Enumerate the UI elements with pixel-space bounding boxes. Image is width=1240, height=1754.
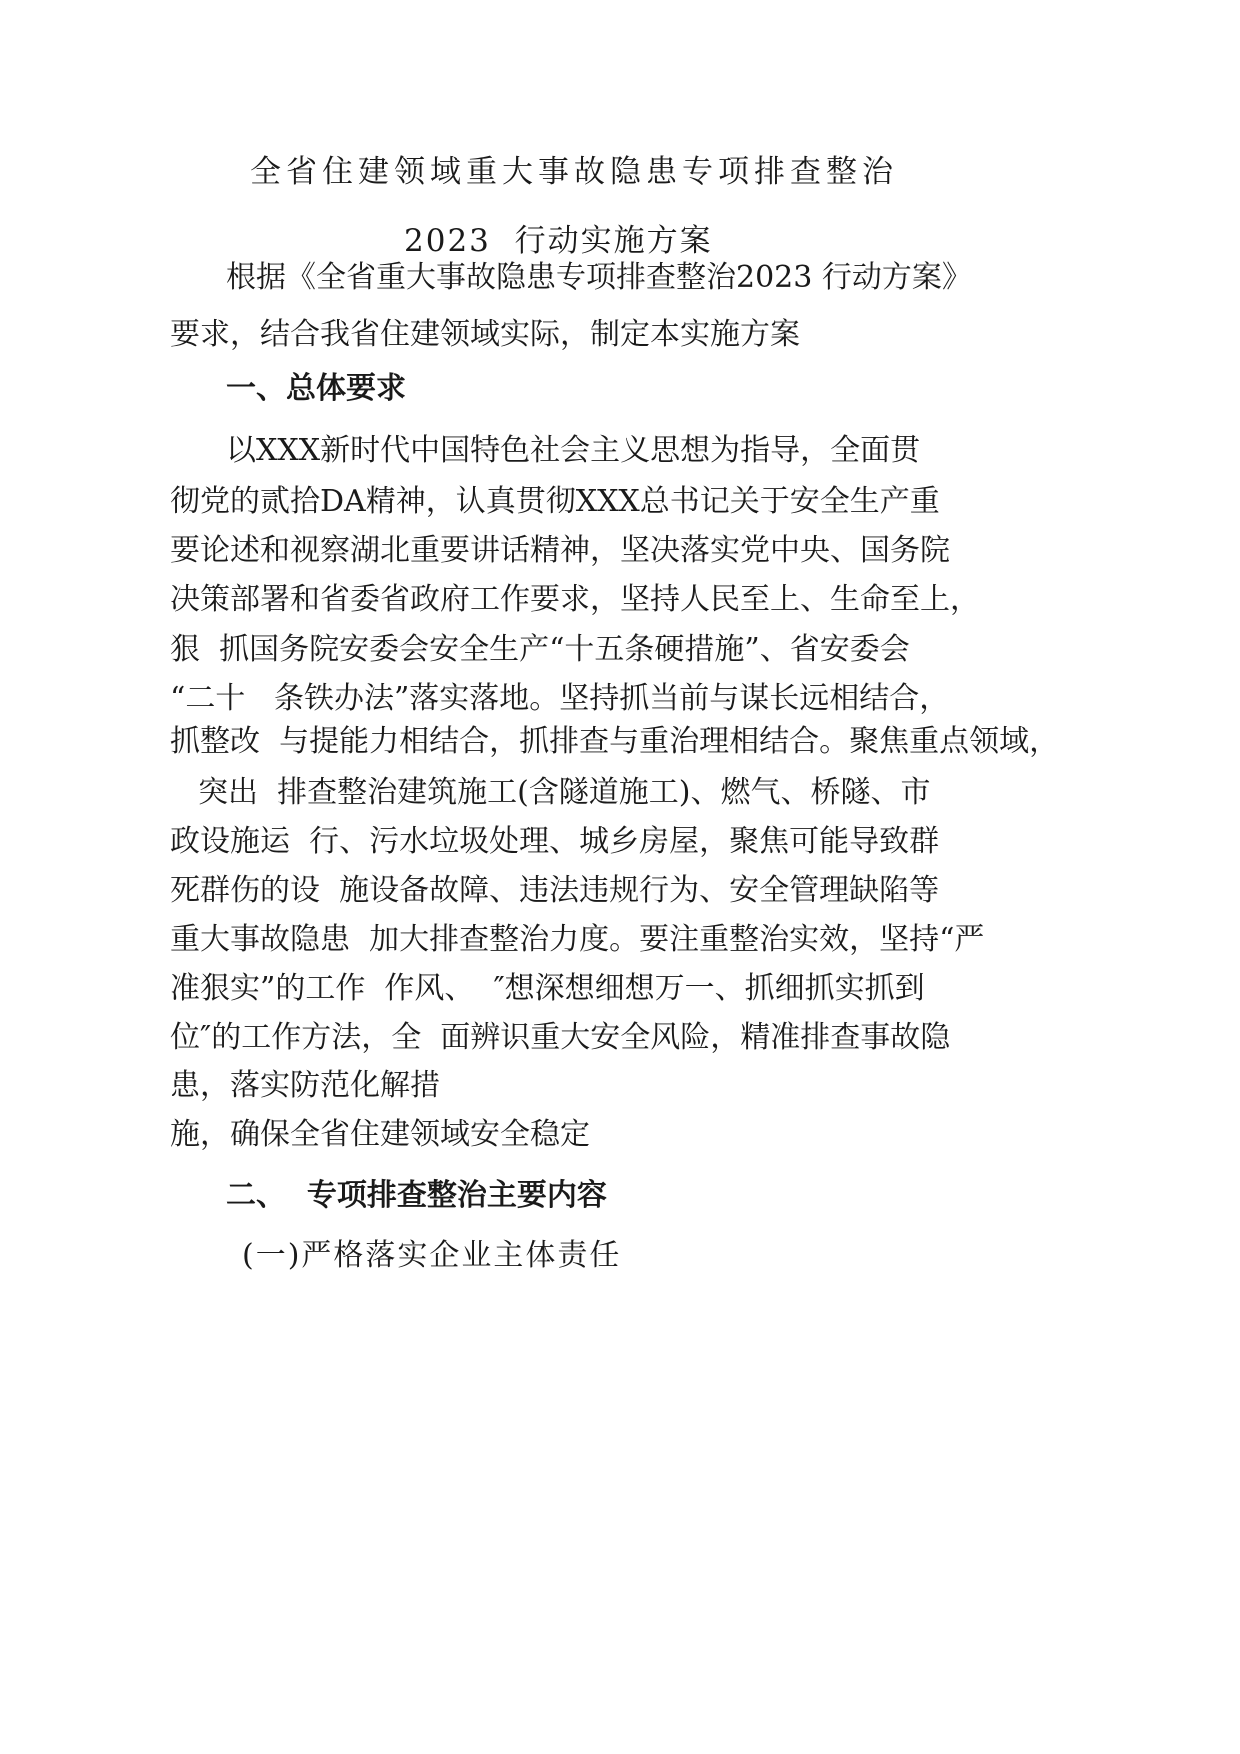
section-1-line: 位″的工作方法，全 面辨识重大安全风险，精准排查事故隐 (170, 1020, 951, 1055)
section-1-line: 重大事故隐患 加大排查整治力度。要注重整治实效，坚持“严 (170, 922, 985, 957)
section-1-line: 抓整改 与提能力相结合，抓排查与重治理相结合。聚焦重点领域， (170, 724, 1060, 759)
section-1-line: 决策部署和省委省政府工作要求，坚持人民至上、生命至上， (170, 582, 980, 617)
section-1-line: 突出 排查整治建筑施工(含隧道施工)、燃气、桥隧、市 (198, 775, 931, 810)
subsection-1-heading: (一)严格落实企业主体责任 (242, 1238, 622, 1273)
section-1-line: 政设施运 行、污水垃圾处理、城乡房屋，聚焦可能导致群 (170, 824, 940, 859)
section-1-line: 狠 抓国务院安委会安全生产“十五条硬措施”、省安委会 (170, 632, 910, 667)
doc-title-line-2: 2023 行动实施方案 (404, 223, 713, 259)
intro-line-2: 要求，结合我省住建领域实际，制定本实施方案 (170, 317, 800, 352)
intro-line-1: 根据《全省重大事故隐患专项排查整治2023 行动方案》 (226, 260, 972, 295)
section-1-line: 死群伤的设 施设备故障、违法违规行为、安全管理缺陷等 (170, 873, 940, 908)
section-1-line: 以XXX新时代中国特色社会主义思想为指导，全面贯 (226, 433, 921, 468)
section-1-line: 施，确保全省住建领域安全稳定 (170, 1117, 590, 1152)
doc-title-line-1: 全省住建领域重大事故隐患专项排查整治 (250, 154, 898, 190)
section-1-line: 准狠实”的工作 作风、 ″想深想细想万一、抓细抓实抓到 (170, 971, 925, 1006)
section-1-line: “二十 条铁办法”落实落地。坚持抓当前与谋长远相结合， (170, 681, 950, 716)
section-2-heading: 二、 专项排查整治主要内容 (226, 1178, 607, 1213)
section-1-line: 彻党的贰拾DA精神，认真贯彻XXX总书记关于安全生产重 (170, 484, 940, 519)
section-1-line: 要论述和视察湖北重要讲话精神，坚决落实党中央、国务院 (170, 533, 950, 568)
section-1-heading: 一、总体要求 (226, 371, 406, 406)
section-1-line: 患，落实防范化解措 (170, 1068, 440, 1103)
